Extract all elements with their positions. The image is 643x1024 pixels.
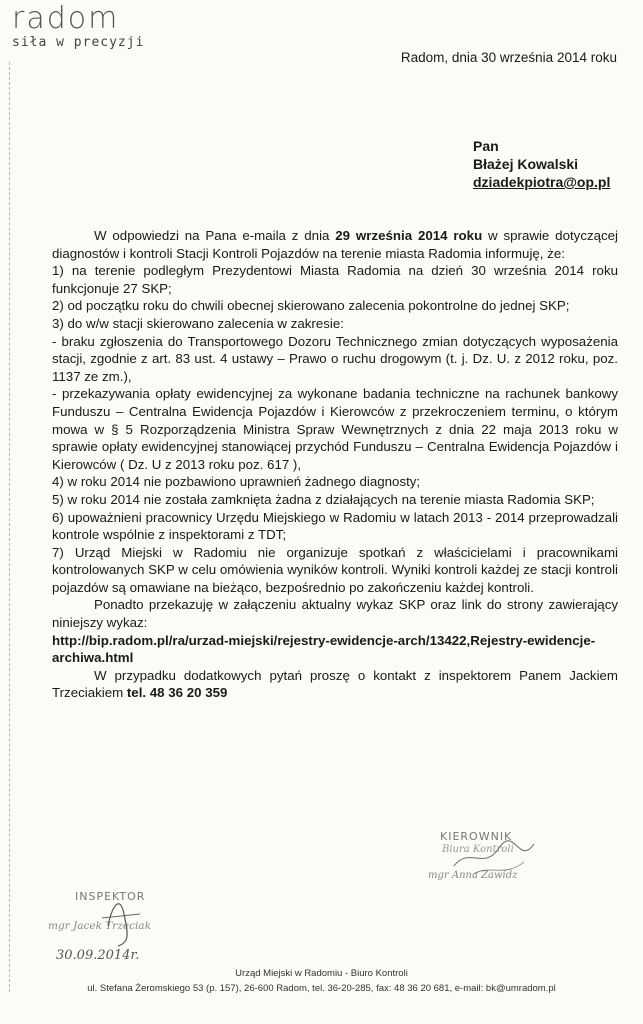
signature-director [414,826,564,896]
recipient-name: Błażej Kowalski [473,156,579,172]
email-date: 29 września 2014 roku [335,228,483,243]
point-4: 4) w roku 2014 nie pozbawiono uprawnień żadnego diagnosty; [52,474,421,490]
margin-line [9,62,10,992]
recipient-block [473,137,610,191]
contact-phone: tel. 48 36 20 359 [126,685,228,701]
intro-paragraph: W odpowiedzi na Pana e-maila z dnia 29 września 2014 roku w sprawie dotyczącej diagnostów i kontroli Stacji Kontroli Pojazdów na terenie miasta Radomia informuję, że: [52,228,619,261]
point-6: 6) upoważnieni pracownicy Urzędu Miejskiego w Radomiu w latach 2013 - 2014 przeprowadzali kontrole wspólnie z inspektorami z TDT; [52,509,618,543]
point-3: 3) do w/w stacji skierowano zalecenia w zakresie: [52,315,344,331]
logo-tagline: siła w precyzji [12,35,145,50]
director-name: mgr Anna Zawidz [428,870,518,881]
signature-inspector [40,884,220,964]
handwritten-date: 30.09.2014r. [56,948,140,963]
recipient-email[interactable]: dziadekpiotra@op.pl [473,174,611,190]
director-stamp: KIEROWNIK [440,830,513,843]
point-7: 7) Urząd Miejski w Radomiu nie organizuje spotkań z właścicielami i pracownikami kontrolowanych SKP w celu omówienia wyników kontroli. Wyniki kontroli każdej ze stacji kontroli pojazdów są omawiane na bieżąco, bezpośrednio po zakończeniu każdej kontroli. [52,544,618,595]
point-3a: - braku zgłoszenia do Transportowego Dozoru Technicznego zmian dotyczących wyposażenia stacji, zgodnie z art. 83 ust. 4 ustawy – Prawo o ruchu drogowym (t. j. Dz. U. z 2012 roku, poz. 1137 ze zm.), [52,333,618,384]
director-stamp-sub: Biura Kontroli [442,844,514,855]
letter-date: Radom, dnia 30 września 2014 roku [400,50,617,65]
inspector-name: mgr Jacek Trzeciak [48,920,151,932]
contact-paragraph: W przypadku dodatkowych pytań proszę o kontakt z inspektorem Panem Jackiem Trzeciakiem tel. 48 36 20 359 [52,667,618,701]
inspector-stamp: INSPEKTOR [75,890,146,903]
logo [12,1,152,50]
point-3b: - przekazywania opłaty ewidencyjnej za wykonane badania techniczne na rachunek bankowy Funduszu – Centralna Ewidencja Pojazdów i Kierowców z przekroczeniem terminu, o którym mowa w § 5 Rozporządzenia Ministra Spraw Wewnętrznych z dnia 22 maja 2013 roku w sprawie opłaty ewidencyjnej stanowiącej przychód Funduszu – Centralna Ewidencja Pojazdów i Kierowców ( Dz. U z 2013 roku poz. 617 ), [52,386,618,472]
inspector-signature-scribble [40,884,220,964]
point-2: 2) od początku roku do chwili obecnej skierowano zalecenia pokontrolne do jednej SKP; [52,298,570,314]
registry-link[interactable]: http://bip.radom.pl/ra/urzad-miejski/rejestry-ewidencje-arch/13422,Rejestry-ewidencje-archiwa.html [52,632,596,666]
director-signature-scribble [414,826,564,896]
footer-address: ul. Stefana Żeromskiego 53 (p. 157), 26-600 Radom, tel. 36-20-285, fax: 48 36 20 681, e-mail: bk@umradom.pl [87,983,556,994]
logo-word: radom [12,1,120,36]
footer-office: Urząd Miejski w Radomiu - Biuro Kontroli [235,968,408,979]
point-5: 5) w roku 2014 nie została zamknięta żadna z działających na terenie miasta Radomia SKP; [52,491,595,507]
attachment-paragraph: Ponadto przekazuję w załączeniu aktualny wykaz SKP oraz link do strony zawierający niniejszy wykaz: [52,597,618,631]
letter-body [52,227,618,702]
point-1: 1) na terenie podległym Prezydentowi Miasta Radomia na dzień 30 września 2014 roku funkcjonuje 27 SKP; [52,263,618,296]
recipient-salutation: Pan [473,138,499,154]
